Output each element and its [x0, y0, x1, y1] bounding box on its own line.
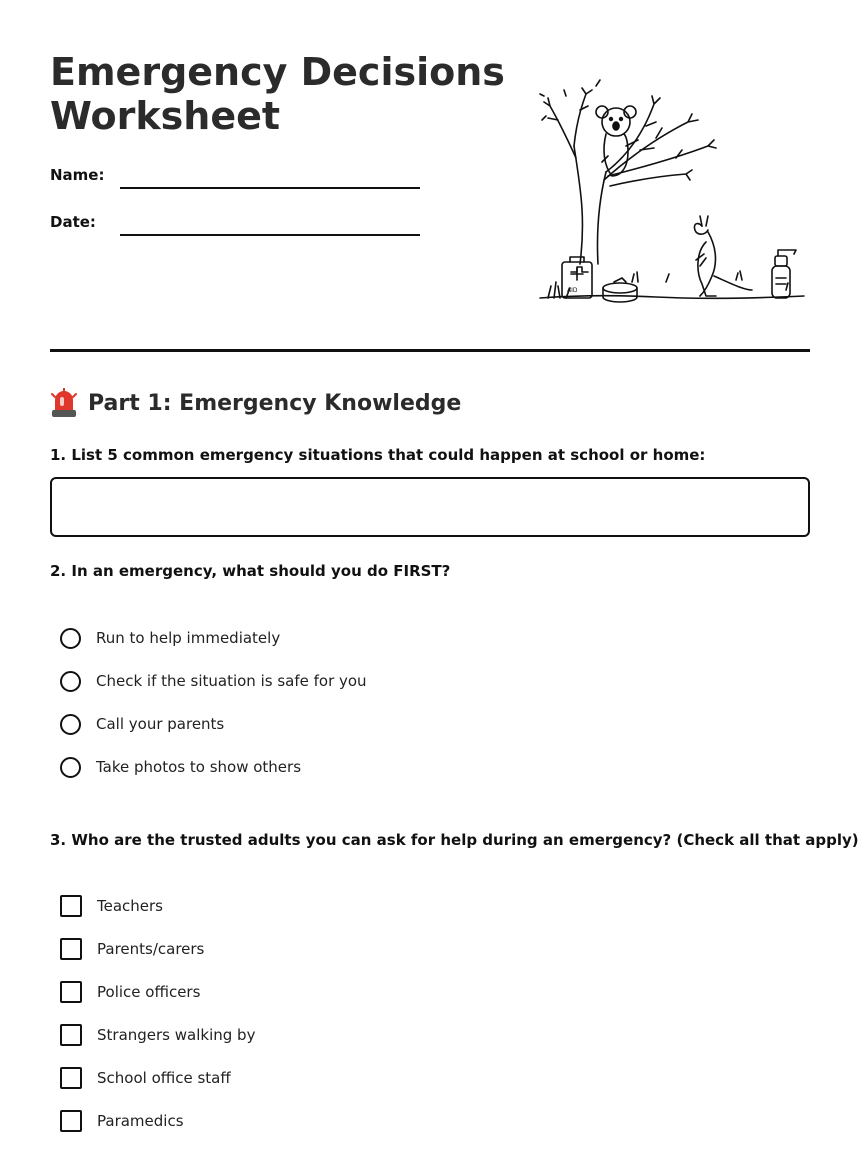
checkbox[interactable] [60, 1024, 82, 1046]
q3-option-2[interactable] [60, 936, 204, 962]
page-title: Emergency Decisions Worksheet [50, 50, 505, 138]
option-label: School office staff [97, 1069, 231, 1087]
q3-option-3[interactable] [60, 979, 200, 1005]
part1-heading-text: Part 1: Emergency Knowledge [88, 390, 462, 416]
gum-tree-icon [540, 80, 716, 264]
radio-button[interactable] [60, 714, 81, 735]
q3-option-6[interactable] [60, 1108, 184, 1134]
name-field[interactable] [120, 187, 420, 189]
q3-option-4[interactable] [60, 1022, 255, 1048]
option-label: Check if the situation is safe for you [96, 672, 367, 690]
checkbox[interactable] [60, 938, 82, 960]
radio-button[interactable] [60, 628, 81, 649]
q2-option-2[interactable] [60, 668, 367, 694]
option-label: Police officers [97, 983, 201, 1001]
option-label: Run to help immediately [96, 629, 281, 647]
kit-label: AID [567, 287, 578, 294]
first-aid-kit-icon [562, 257, 592, 298]
q2-option-3[interactable] [60, 711, 224, 737]
kangaroo-icon [694, 216, 752, 296]
date-label: Date: [50, 213, 96, 231]
checkbox[interactable] [60, 895, 82, 917]
q2-option-1[interactable] [60, 625, 280, 651]
question-3: 3. Who are the trusted adults you can ask for help during an emergency? (Check all that apply) [50, 831, 859, 849]
checkbox[interactable] [60, 981, 82, 1003]
checkbox[interactable] [60, 1110, 82, 1132]
question-1-answer-box[interactable] [50, 477, 810, 537]
q3-option-1[interactable] [60, 893, 163, 919]
option-label: Strangers walking by [97, 1026, 256, 1044]
name-label: Name: [50, 166, 105, 184]
option-label: Take photos to show others [96, 758, 302, 776]
part1-heading [50, 388, 461, 418]
option-label: Teachers [97, 897, 163, 915]
option-label: Call your parents [96, 715, 225, 733]
spray-bottle-icon [772, 250, 796, 298]
section-divider [50, 349, 810, 352]
radio-button[interactable] [60, 671, 81, 692]
option-label: Paramedics [97, 1112, 184, 1130]
option-label: Parents/carers [97, 940, 205, 958]
date-field[interactable] [120, 234, 420, 236]
checkbox[interactable] [60, 1067, 82, 1089]
radio-button[interactable] [60, 757, 81, 778]
siren-icon [50, 388, 78, 418]
question-2: 2. In an emergency, what should you do FIRST? [50, 562, 451, 580]
koala-icon [596, 106, 638, 176]
q2-option-4[interactable] [60, 754, 301, 780]
emergency-illustration [536, 76, 810, 312]
q3-option-5[interactable] [60, 1065, 231, 1091]
question-1: 1. List 5 common emergency situations that could happen at school or home: [50, 446, 706, 464]
